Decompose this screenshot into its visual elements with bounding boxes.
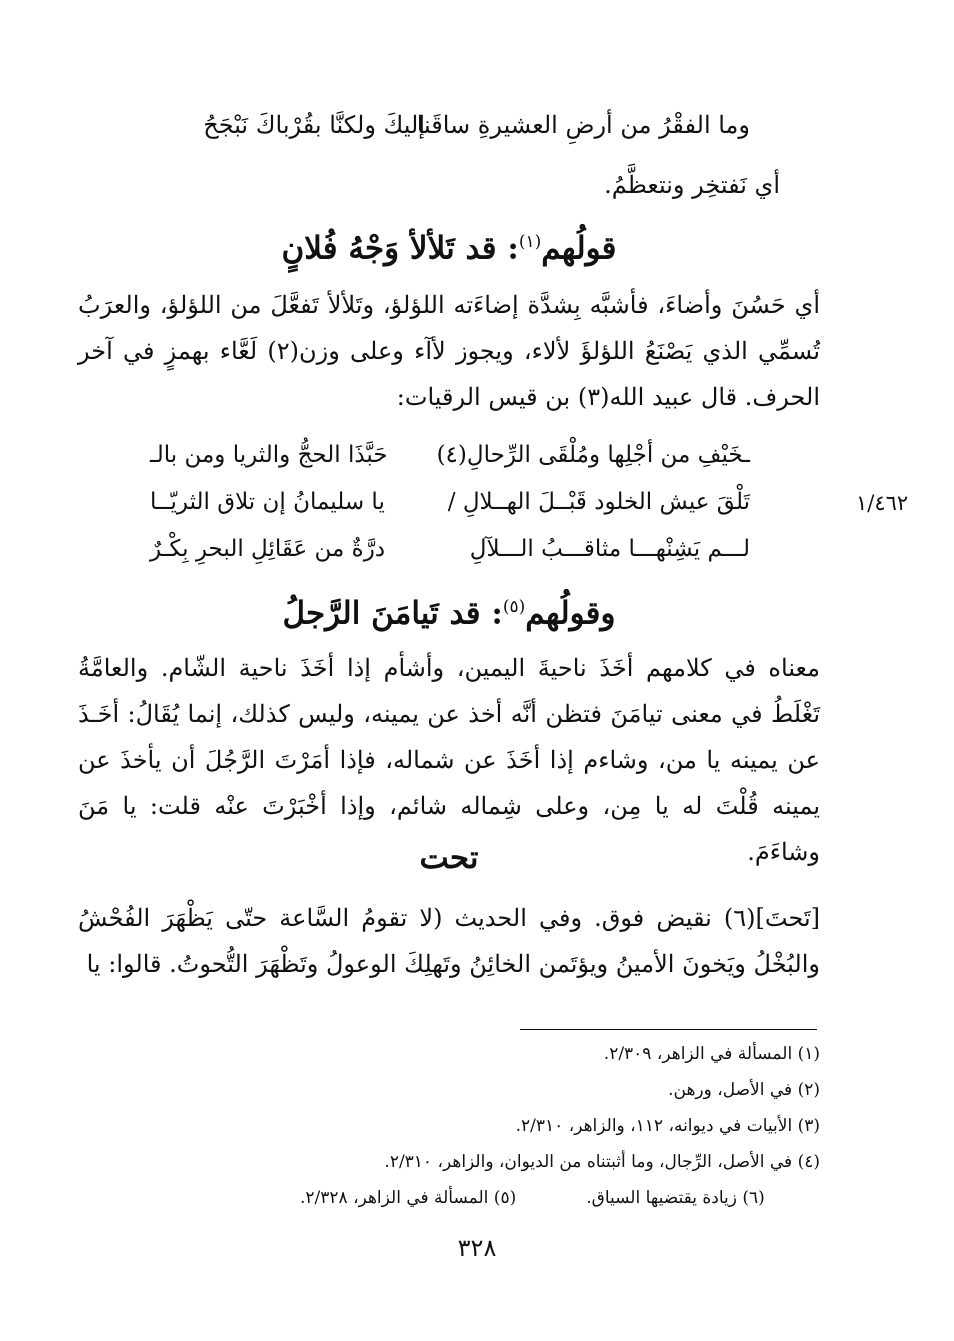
footnote-6: (٦) زيادة يقتضيها السياق. bbox=[586, 1188, 765, 1208]
heading-1-text: : قد تَلألأ وَجْهُ فُلانٍ bbox=[281, 230, 519, 267]
opening-verse-left-hemistich: إليكَ ولكنَّا بقُرْباكَ نَبْجَحُ bbox=[203, 111, 425, 139]
footnote-5: (٥) المسألة في الزاهر، ٢/٣٢٨. bbox=[300, 1188, 517, 1208]
footnote-1: (١) المسألة في الزاهر، ٢/٣٠٩. bbox=[603, 1044, 820, 1064]
page-number: ٣٢٨ bbox=[457, 1234, 497, 1262]
poem bbox=[150, 432, 750, 573]
section-heading-3: تحت bbox=[419, 840, 479, 876]
heading-1-note-mark: (١) bbox=[518, 232, 542, 252]
poem-right-hemistich: درَّةٌ من عَقَائِلِ البحرِ بِكْـرٌ bbox=[150, 536, 386, 562]
section-heading-2 bbox=[78, 585, 820, 635]
footnote-separator bbox=[520, 1029, 817, 1030]
opening-verse-right-hemistich: وما الفقْرُ من أرضِ العشيرةِ ساقَنا bbox=[416, 111, 750, 139]
heading-2-text: : قد تَيامَنَ الرَّجلُ bbox=[282, 595, 503, 632]
poem-line bbox=[150, 432, 750, 479]
footnote-4: (٤) في الأصل، الرِّجال، وما أثبتناه من الديوان، والزاهر، ٢/٣١٠. bbox=[384, 1152, 820, 1172]
footnote-3: (٣) الأبيات في ديوانه، ١١٢، والزاهر، ٢/٣١٠. bbox=[515, 1116, 820, 1136]
poem-right-hemistich: يا سليمانُ إن تلاق الثريّــا bbox=[150, 489, 385, 515]
paragraph-2: معناه في كلامهم أخَذَ ناحيةَ اليمين، وأشأم إذا أخَذَ ناحية الشّام. والعامَّةُ تَغْلَطُ في معنى تيامَنَ فتظن أنَّه أخذ عن يمينه، وليس كذلك، إنما يُقَالُ: أخَـذَ عن يمينه يا من، وشاءم إذا أخَذَ عن شماله، فإذا أمَرْتَ الرَّجُلَ أن يأخذَ عن يمينه قُلْتَ له يا مِن، وعلى شِماله شائم، وإذا أخْبَرْتَ عنْه قلت: يا مَنَ وشاءَمَ. bbox=[78, 654, 820, 866]
poem-left-hemistich: لـــم يَشِنْهـــا مثاقـــبُ الـــلآلِ bbox=[469, 536, 750, 562]
poem-right-hemistich: حَبَّذَا الحجُّ والثريا ومن بالـ bbox=[150, 442, 388, 468]
footnote-row-5-6 bbox=[300, 1186, 820, 1210]
gloss-line: أي نَفتخِر ونتعظَّمُ. bbox=[604, 171, 780, 199]
section-heading-1 bbox=[78, 220, 820, 270]
poem-left-hemistich: ـخَيْفِ من أجْلِها ومُلْقَى الرِّحالِ(٤) bbox=[436, 442, 750, 468]
heading-2-lead: وقولُهم bbox=[525, 595, 616, 632]
heading-1-lead: قولُهم bbox=[541, 230, 617, 267]
paragraph-3: [تَحتَ](٦) نقيض فوق. وفي الحديث (لا تقومُ السَّاعة حتّى يَظْهَرَ الفُحْشُ والبُخْلُ ويَخونَ الأمينُ ويؤتَمن الخائِنُ وتَهلِكَ الوعولُ وتَظْهَرَ التُّحوتُ. قالوا: يا bbox=[78, 904, 820, 978]
poem-line bbox=[150, 479, 750, 526]
heading-2-note-mark: (٥) bbox=[502, 597, 526, 617]
poem-left-hemistich: تَلْقَ عيش الخلود قَبْــلَ الهــلالِ / bbox=[447, 489, 750, 515]
poem-line bbox=[150, 526, 750, 573]
margin-page-reference: ١/٤٦٢ bbox=[856, 491, 909, 515]
footnote-2: (٢) في الأصل، ورهن. bbox=[668, 1080, 820, 1100]
paragraph-1: أي حَسُنَ وأضاءَ، فأشبَّه بِشدَّة إضاءَته اللؤلؤ، وتَلألأ تَفعَّلَ من اللؤلؤ، والعرَبُ تُسمِّي الذي يَصْنَعُ اللؤلؤَ لألاء، ويجوز لأآء وعلى وزن(٢) لَعَّاء بهمزٍ في آخر الحرف. قال عبيد الله(٣) بن قيس الرقيات: bbox=[78, 291, 821, 411]
